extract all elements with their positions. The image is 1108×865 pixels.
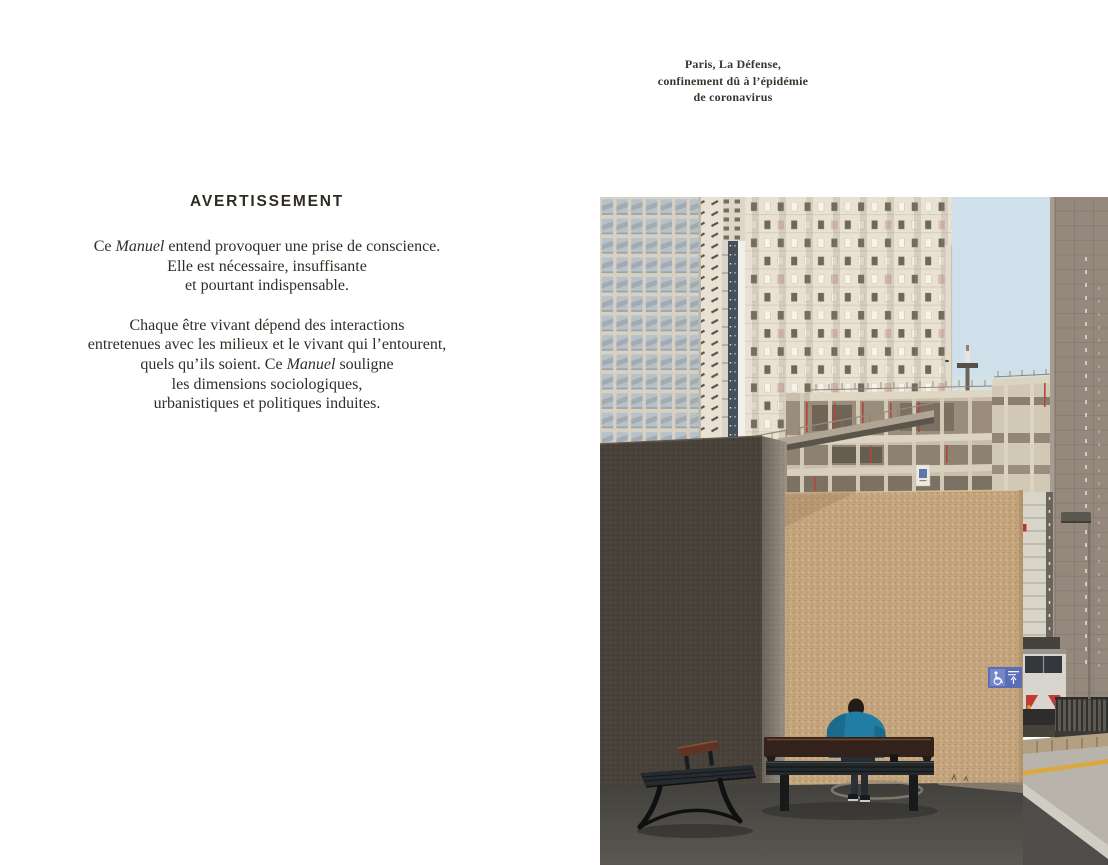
- text-line: Elle est nécessaire, insuffisante: [167, 257, 367, 275]
- paragraph-2: [47, 316, 487, 414]
- avertissement-block: [47, 193, 487, 434]
- text-line: les dimensions sociologiques,: [171, 375, 363, 393]
- glass-tower: [600, 197, 701, 449]
- balcony-building: [1018, 492, 1053, 652]
- construction-right-block: [992, 376, 1052, 493]
- manhole-ring: [832, 782, 922, 799]
- coffee-cup: [890, 752, 898, 763]
- text-line: quels qu’ils soient. Ce Manuel souligne: [140, 355, 394, 373]
- text-line: entretenues avec les milieux et le vivant qui l’entourent,: [87, 336, 447, 354]
- handicap-sign-icon: [988, 667, 1022, 688]
- photo-caption: [573, 56, 893, 106]
- shadow-wall: [600, 436, 762, 787]
- bird: [945, 360, 949, 362]
- street-fence: [1055, 697, 1108, 740]
- caption-line: Paris, La Défense,: [684, 57, 782, 71]
- photo-la-defense: [600, 197, 1108, 865]
- bench-shadow: [637, 824, 753, 838]
- page-title: AVERTISSEMENT: [189, 193, 344, 210]
- text-line: Ce Manuel entend provoquer une prise de conscience.: [93, 238, 441, 255]
- paragraph-1: [47, 237, 487, 296]
- text-line: et pourtant indispensable.: [185, 277, 349, 295]
- construction-sign: [916, 465, 930, 486]
- street: [1023, 733, 1108, 865]
- text-line: urbanistiques et politiques induites.: [153, 395, 381, 413]
- caption-line: de coronavirus: [693, 90, 773, 104]
- corner-wall-face: [762, 436, 787, 783]
- caption-line: confinement dû à l’épidémie: [657, 73, 809, 88]
- text-line: Chaque être vivant dépend des interactions: [129, 316, 405, 334]
